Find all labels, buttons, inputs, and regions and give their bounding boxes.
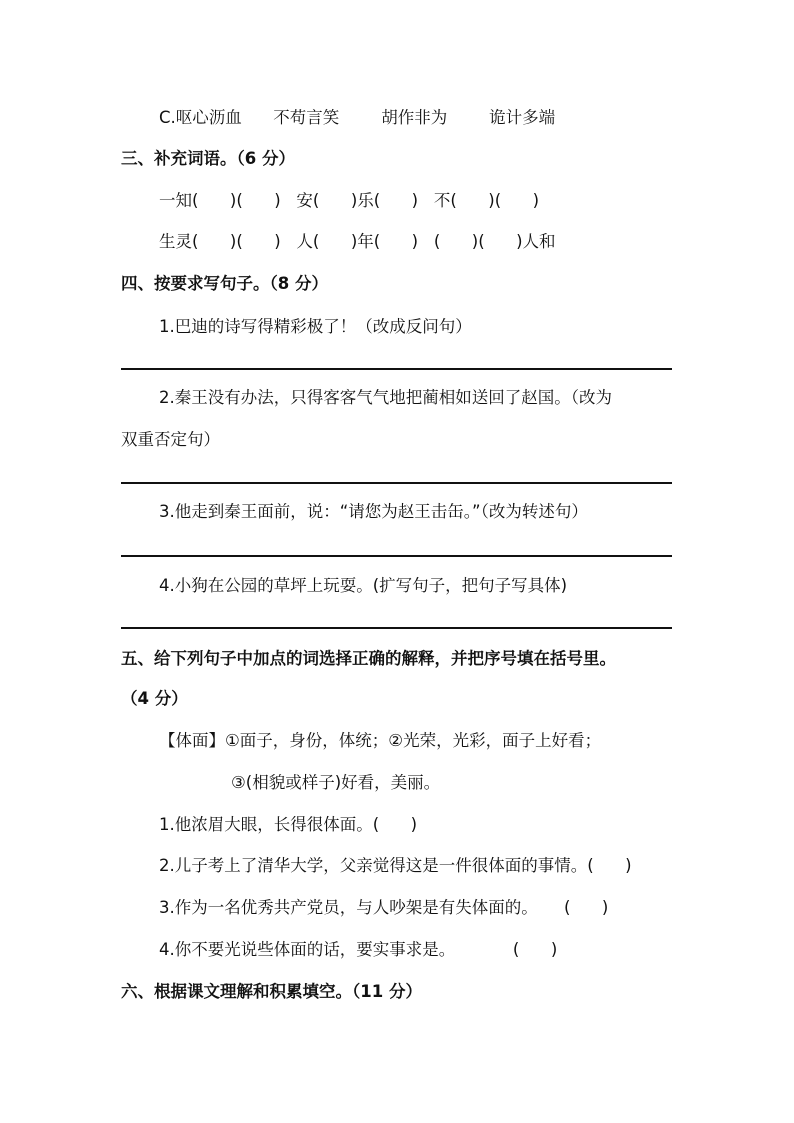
question-5-3: 3.作为一名优秀共产党员，与人吵架是有失体面的。 ( ): [159, 898, 609, 917]
question-5-4: 4.你不要光说些体面的话，要实事求是。 ( ): [159, 940, 558, 959]
question-5-1: 1.他浓眉大眼，长得很体面。( ): [159, 815, 418, 834]
answer-line-4-3[interactable]: [121, 555, 672, 557]
question-4-1: 1.巴迪的诗写得精彩极了！（改成反问句）: [159, 317, 472, 336]
option-c-line: C.呕心沥血 不苟言笑 胡作非为 诡计多端: [159, 108, 556, 127]
idiom-fill-row-1: 一知( )( ) 安( )乐( ) 不( )( ): [159, 191, 540, 210]
answer-line-4-1[interactable]: [121, 368, 672, 370]
definition-line-2: ③(相貌或样子)好看，美丽。: [231, 773, 441, 792]
section-4-heading: 四、按要求写句子。（8 分）: [121, 274, 328, 293]
question-4-2-part2: 双重否定句）: [121, 430, 220, 449]
section-5-heading: 五、给下列句子中加点的词选择正确的解释，并把序号填在括号里。: [121, 649, 616, 668]
section-6-heading: 六、根据课文理解和积累填空。（11 分）: [121, 982, 422, 1001]
section-5-score: （4 分）: [121, 689, 188, 708]
section-3-heading: 三、补充词语。（6 分）: [121, 149, 295, 168]
answer-line-4-4[interactable]: [121, 627, 672, 629]
question-4-2-part1: 2.秦王没有办法，只得客客气气地把蔺相如送回了赵国。（改为: [159, 388, 612, 407]
definition-line-1: 【体面】①面子，身份，体统；②光荣，光彩，面子上好看；: [159, 731, 602, 750]
idiom-fill-row-2: 生灵( )( ) 人( )年( ) ( )( )人和: [159, 232, 556, 251]
question-5-2: 2.儿子考上了清华大学，父亲觉得这是一件很体面的事情。( ): [159, 856, 632, 875]
question-4-4: 4.小狗在公园的草坪上玩耍。(扩写句子，把句子写具体): [159, 576, 568, 595]
answer-line-4-2[interactable]: [121, 482, 672, 484]
question-4-3: 3.他走到秦王面前，说：“请您为赵王击缶。”（改为转述句）: [159, 502, 588, 521]
